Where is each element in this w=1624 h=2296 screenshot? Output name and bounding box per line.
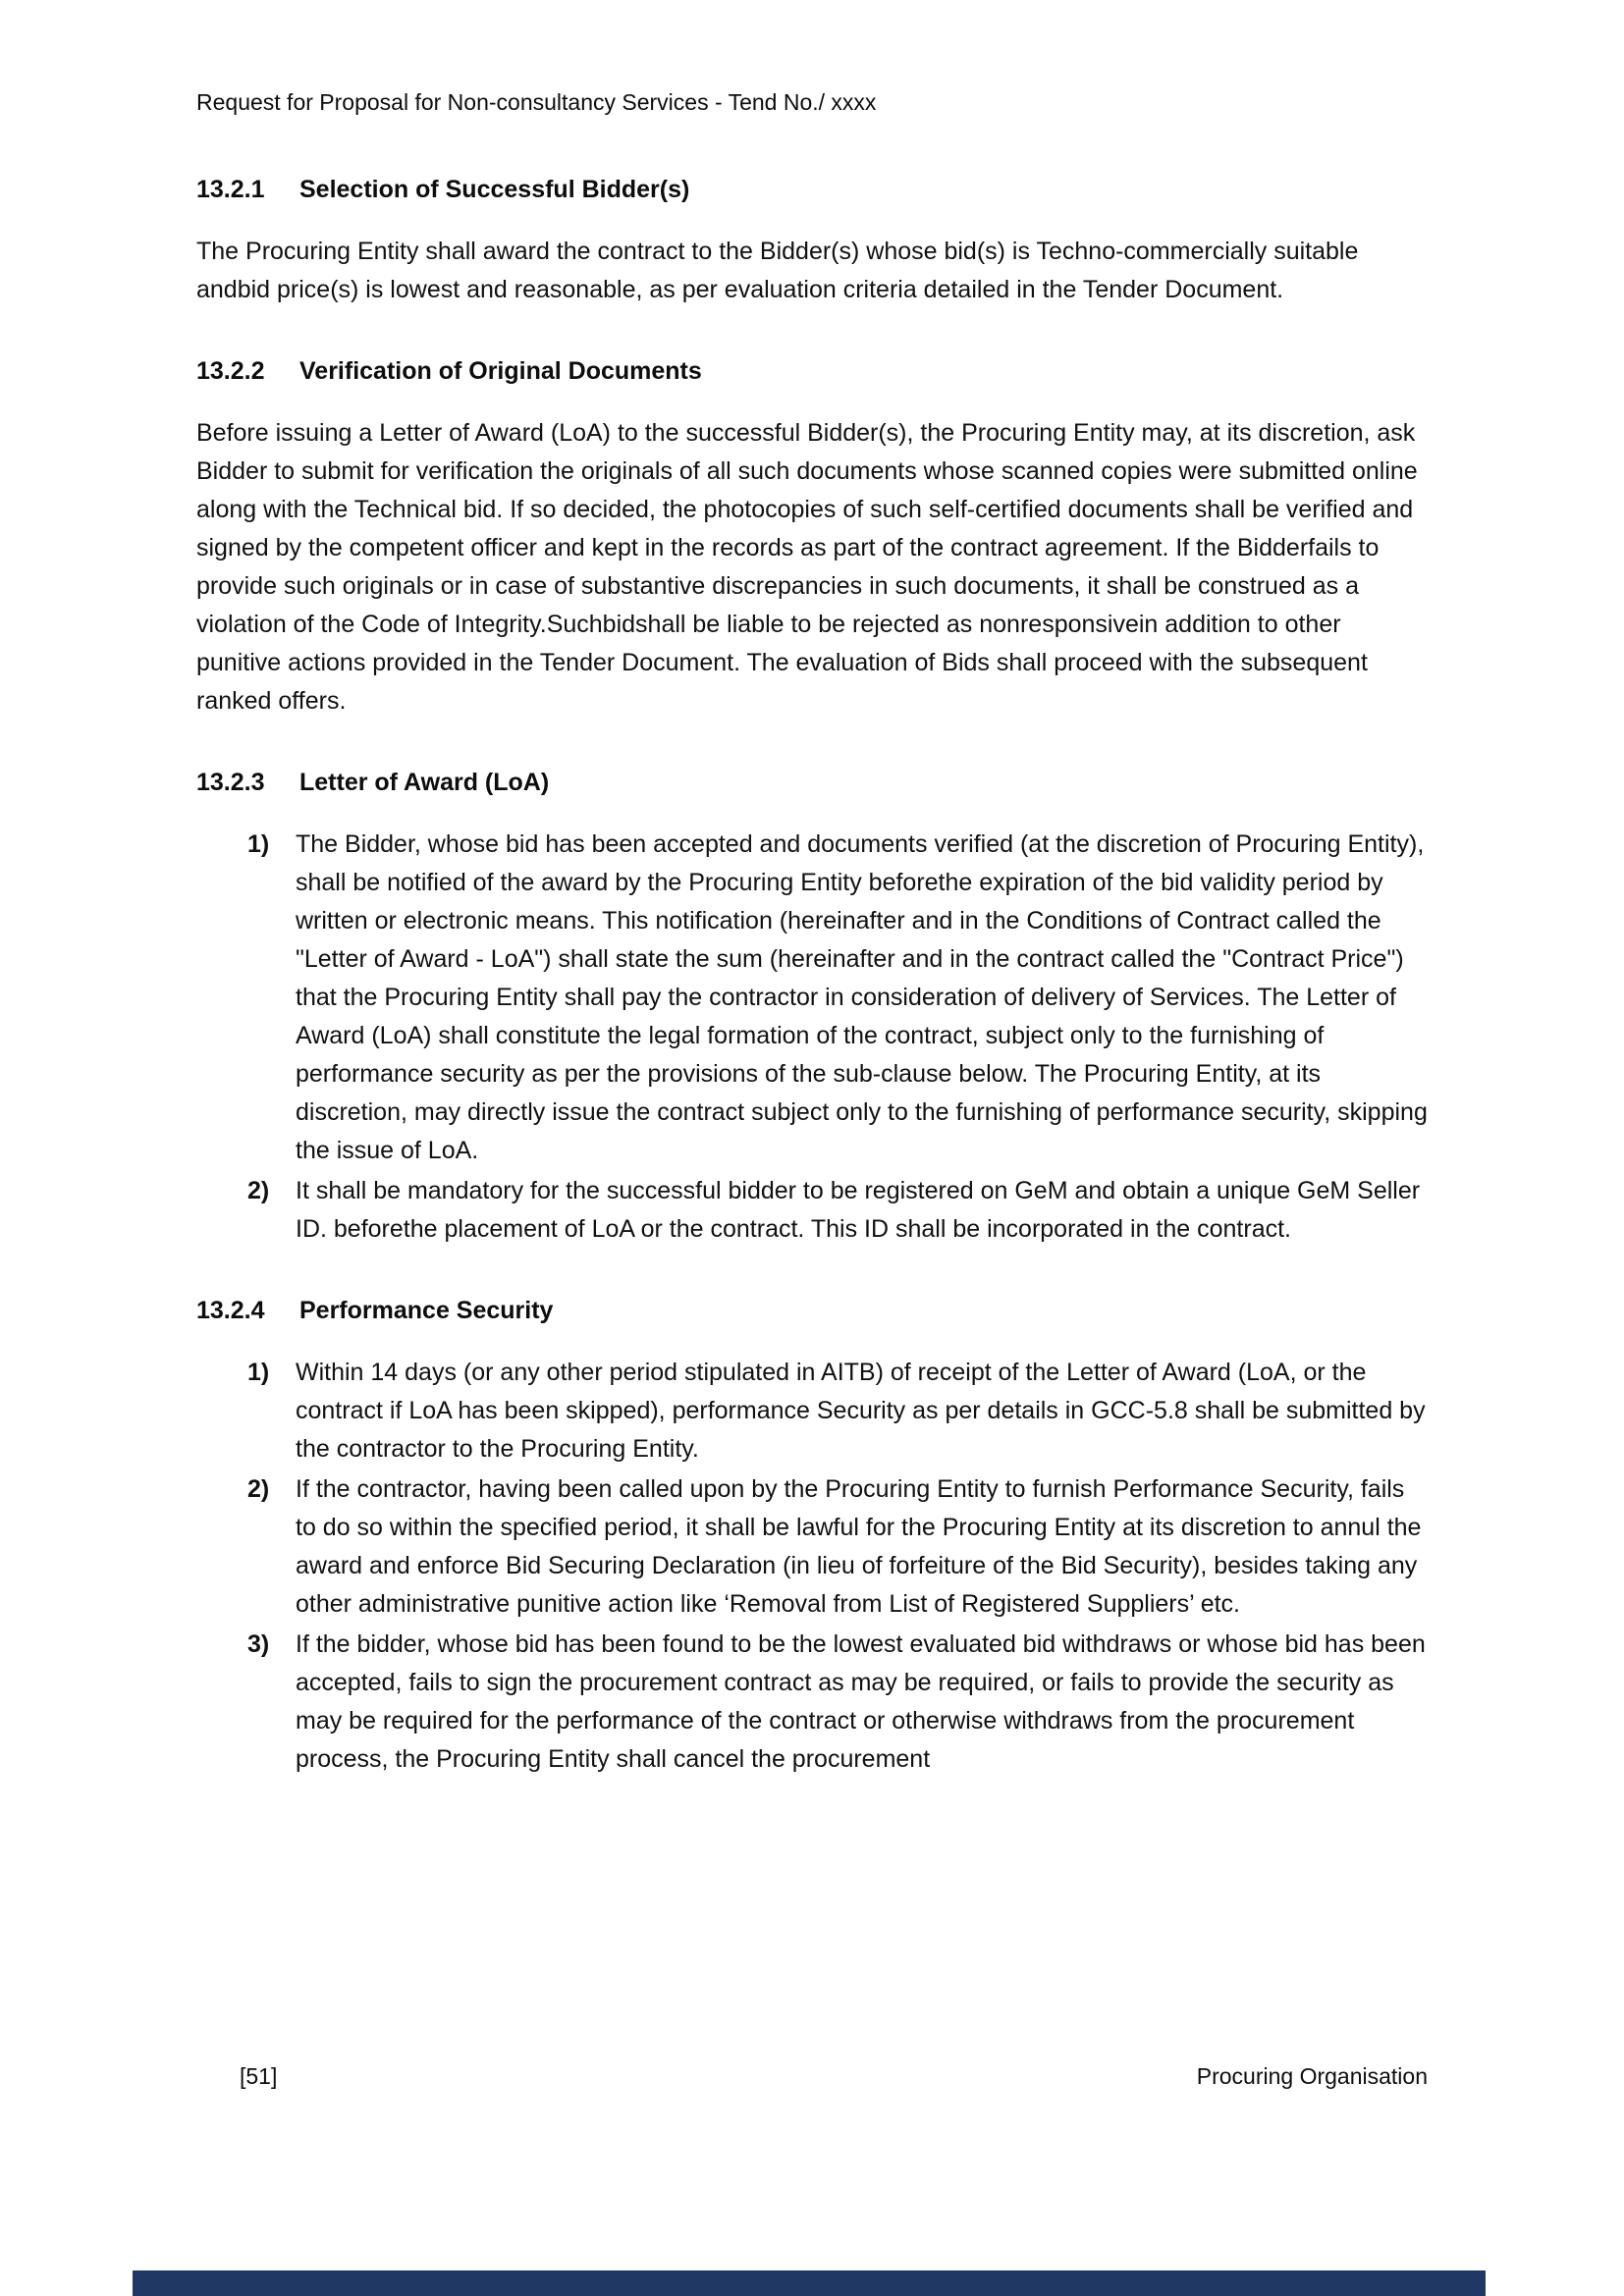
list-item (247, 1172, 1428, 1249)
list-item-number: 1) (247, 830, 270, 859)
section-title: Performance Security (299, 1297, 554, 1325)
list-item-text: Within 14 days (or any other period stipulated in AITB) of receipt of the Letter of Award (LoA, or the contract if LoA has been skipped), performance Security as per details in GCC-5.8 shall be submitted by the contractor to the Procuring Entity. (296, 1359, 1426, 1464)
section-heading (196, 766, 1428, 800)
section-title: Verification of Original Documents (299, 357, 702, 386)
list-item-text: If the contractor, having been called upon by the Procuring Entity to furnish Performance Security, fails to do so within the specified period, it shall be lawful for the Procuring Entity at its discretion to annul the award and enforce Bid Securing Declaration (in lieu of forfeiture of the Bid Security), besides taking any other administrative punitive action like ‘Removal from List of Registered Suppliers’ etc. (296, 1475, 1422, 1619)
page-header: Request for Proposal for Non-consultancy Services - Tend No./ xxxx (196, 89, 877, 115)
section-verification-of-original-documents (196, 354, 1428, 721)
list-item-text: It shall be mandatory for the successful bidder to be registered on GeM and obtain a unique GeM Seller ID. beforethe placement of LoA or the contract. This ID shall be incorporated in the contract. (296, 1177, 1421, 1244)
list-item-number: 3) (247, 1630, 270, 1659)
section-title: Letter of Award (LoA) (299, 769, 550, 797)
section-number: 13.2.1 (196, 176, 265, 204)
section-letter-of-award (196, 766, 1428, 1249)
list-item (247, 1470, 1428, 1624)
section-heading (196, 173, 1428, 207)
numbered-list (196, 826, 1428, 1249)
section-selection-of-successful-bidders (196, 173, 1428, 309)
bottom-navy-bar (133, 2270, 1486, 2296)
section-number: 13.2.4 (196, 1297, 265, 1325)
section-number: 13.2.3 (196, 769, 265, 797)
list-item-number: 2) (247, 1177, 270, 1205)
list-item (247, 826, 1428, 1170)
numbered-list (196, 1354, 1428, 1779)
page-number: [51] (240, 2063, 278, 2089)
page-footer (196, 2063, 1428, 2090)
section-paragraph: The Procuring Entity shall award the contract to the Bidder(s) whose bid(s) is Techno-commercially suitable andbid price(s) is lowest and reasonable, as per evaluation criteria detailed in the Tender Document. (196, 238, 1359, 304)
section-paragraph: Before issuing a Letter of Award (LoA) to the successful Bidder(s), the Procuring Entity may, at its discretion, ask Bidder to submit for verification the originals of all such documents whose scanned copies were submitted online along with the Technical bid. If so decided, the photocopies of such self-certified documents shall be verified and signed by the competent officer and kept in the records as part of the contract agreement. If the Bidderfails to provide such originals or in case of substantive discrepancies in such documents, it shall be construed as a violation of the Code of Integrity.Suchbidshall be liable to be rejected as nonresponsivein addition to other punitive actions provided in the Tender Document. The evaluation of Bids shall proceed with the subsequent ranked offers. (196, 419, 1418, 716)
list-item-number: 1) (247, 1359, 270, 1387)
section-title: Selection of Successful Bidder(s) (299, 176, 690, 204)
organisation-label: Procuring Organisation (1196, 2063, 1428, 2089)
section-number: 13.2.2 (196, 357, 265, 386)
list-item-number: 2) (247, 1475, 270, 1504)
section-performance-security (196, 1294, 1428, 1779)
list-item-text: The Bidder, whose bid has been accepted and documents verified (at the discretion of Procuring Entity), shall be notified of the award by the Procuring Entity beforethe expiration of the bid validity period by written or electronic means. This notification (hereinafter and in the Conditions of Contract called the "Letter of Award - LoA") shall state the sum (hereinafter and in the contract called the "Contract Price") that the Procuring Entity shall pay the contractor in consideration of delivery of Services. The Letter of Award (LoA) shall constitute the legal formation of the contract, subject only to the furnishing of performance security as per the provisions of the sub-clause below. The Procuring Entity, at its discretion, may directly issue the contract subject only to the furnishing of performance security, skipping the issue of LoA. (296, 830, 1428, 1165)
section-heading (196, 1294, 1428, 1328)
section-heading (196, 354, 1428, 389)
list-item (247, 1354, 1428, 1468)
list-item-text: If the bidder, whose bid has been found to be the lowest evaluated bid withdraws or whose bid has been accepted, fails to sign the procurement contract as may be required, or fails to provide the security as may be required for the performance of the contract or otherwise withdraws from the procurement process, the Procuring Entity shall cancel the procurement (296, 1630, 1426, 1774)
list-item (247, 1626, 1428, 1779)
